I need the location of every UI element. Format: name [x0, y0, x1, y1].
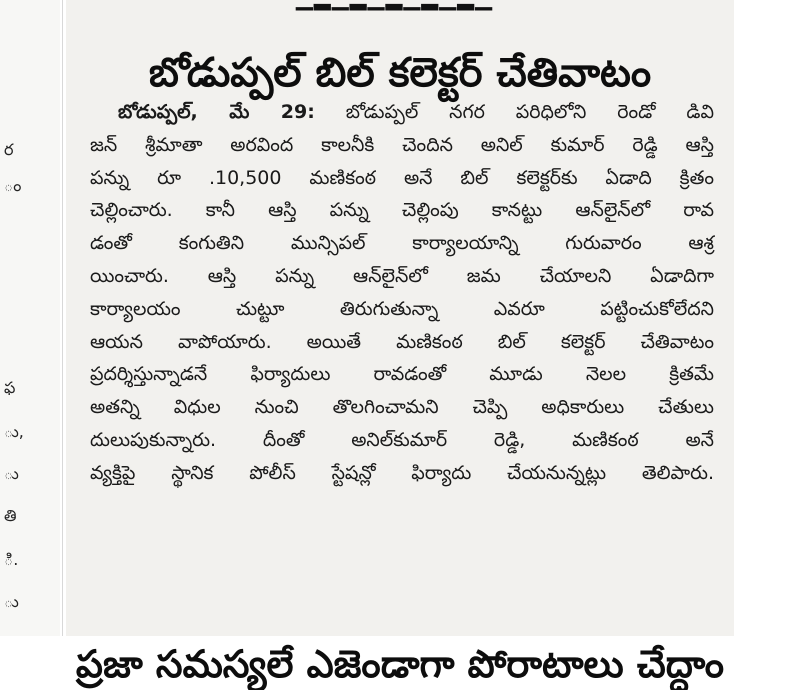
left-column-fragment: ర: [4, 140, 14, 159]
left-column-fragment: ు,: [4, 422, 24, 441]
article-body: [90, 96, 714, 490]
article-line: వ్యక్తిపై స్థానిక పోలీస్ స్టేషన్లో ఫిర్యాదు చేయనున్నట్లు తెలిపారు.: [90, 461, 714, 484]
article-line: యించారు. ఆస్తి పన్ను ఆన్‌లైన్‌లో జమ చేయాలని ఏడాదిగా: [90, 264, 714, 287]
article-line: పన్ను రూ .10,500 మణికంఠ అనే బిల్ కలెక్టర్‌కు ఏడాది క్రితం: [90, 166, 714, 189]
adjacent-column-left: [0, 0, 60, 636]
article-line-text: బోడుప్పల్ నగర పరిధిలోని రెండో డివి: [345, 101, 714, 123]
article-line: దులుపుకున్నారు. దీంతో అనిల్‌కుమార్ రెడ్డి, మణికంఠ అనే: [90, 428, 714, 451]
article-line: ఆయన వాపోయారు. అయితే మణికంఠ బిల్ కలెక్టర్ చేతివాటం: [90, 330, 714, 353]
article-line: అతన్ని విధుల నుంచి తొలగించామని చెప్పి అధికారులు చేతులు: [90, 396, 714, 419]
left-column-fragment: ు: [4, 464, 19, 483]
left-column-fragment: ఫ: [4, 378, 16, 397]
article-line: ప్రదర్శిస్తున్నాడనే ఫిర్యాదులు రావడంతో మూడు నెలల క్రితమే: [90, 363, 714, 386]
dateline: బోడుప్పల్, మే 29:: [118, 101, 315, 123]
news-article: [66, 0, 734, 686]
article-line: జన్ శ్రీమాతా అరవింద కాలనీకి చెందిన అనిల్ కుమార్ రెడ్డి ఆస్తి: [90, 133, 714, 156]
previous-headline-cutoff: [296, 0, 493, 11]
right-margin: [736, 0, 800, 636]
article-line: చెల్లించారు. కానీ ఆస్తి పన్ను చెల్లింపు కానట్టు ఆన్‌లైన్‌లో రావ: [90, 199, 714, 222]
left-column-fragment: తి: [4, 506, 17, 525]
article-line: కార్యాలయం చుట్టూ తిరుగుతున్నా ఎవరూ పట్టించుకోలేదని: [90, 297, 714, 320]
article-headline: బోడుప్పల్ బిల్ కలెక్టర్ చేతివాటం: [148, 49, 652, 96]
article-line: [90, 96, 714, 129]
left-column-fragment: ం: [4, 176, 22, 195]
left-column-fragment: ి.: [4, 550, 19, 569]
left-column-fragment: ు: [4, 592, 19, 611]
article-line: డంతో కంగుతిని మున్సిపల్ కార్యాలయాన్ని గురువారం ఆశ్ర: [90, 232, 714, 255]
column-divider: [62, 0, 63, 636]
next-article-headline: ప్రజా సమస్యలే ఎజెండాగా పోరాటాలు చేద్దాం: [75, 641, 725, 686]
